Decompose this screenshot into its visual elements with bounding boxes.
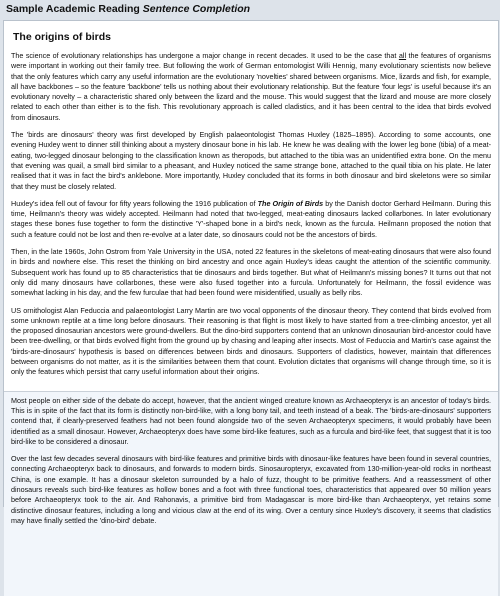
book-title: The Origin of Birds — [257, 198, 324, 208]
article-main — [4, 21, 498, 391]
page-header — [0, 0, 500, 21]
reading-panel[interactable] — [3, 20, 499, 525]
paragraph-1-underlined-word: all — [398, 51, 407, 60]
paragraph-3-text-b: by the Danish doctor Gerhard Heilmann. During this time, Heilmann's theory was widely accepted. Heilmann had noted that two-legged, meat-eating dinosaurs lacked collarbones. In later evolutionary stages these bones fuse together to form the distinctive 'Y'-shaped bone in a bird's neck, known as the furcula. Heilmann proposed the notion that such a feature could not be lost and then re-evolve at a later date, so dinosaurs could not be the ancestors of birds. — [11, 198, 491, 239]
article-title: The origins of birds — [13, 31, 112, 43]
header-title: Sample Academic Reading — [6, 3, 143, 15]
paragraph-3-text-a: Huxley's idea fell out of favour for fifty years following the 1916 publication of — [11, 198, 258, 208]
paragraph-3 — [11, 199, 491, 240]
paragraph-1 — [11, 51, 491, 123]
paragraph-7: Over the last few decades several dinosaurs with bird-like features and primitive birds with dinosaur-like features have been found in several countries, connecting Archaeopteryx back to dinosaurs, and forwards to modern birds. Sinosauropteryx, excavated from 130-million-year-old rocks in northeast China, is one example. It has a dinosaur skeleton surrounded by a halo of fuzz, thought to be primitive feathers. And a reassessment of other dinosaurs reveals such bird-like features as hollow bones and a foot with three functional toes, characteristics that appeared over 50 million years before Archaeopteryx took to the air. And Rahonavis, a primitive bird from Madagascar is more bird-like than Archaeopteryx, yet retains some distinctive dinosaur features, including a long and vicious claw at the end of its wing. Over a century since Huxley's discovery, it seems that cladistics may have finally settled the 'dino-bird' debate. — [11, 454, 491, 525]
paragraph-1-text-a: The science of evolutionary relationships has undergone a major change in recent decades. It used to be the case that — [11, 51, 399, 60]
paragraph-5: US ornithologist Alan Feduccia and palaeontologist Larry Martin are two vocal opponents of the dinosaur theory. They contend that birds evolved from some unknown reptile at a time long before dinosaurs. Their reasoning is that flight is most likely to have started from a tree-climbing ancestor, yet all the proposed dinosaurian ancestors were ground-dwellers. But the dino-bird supporters contend that an unknown dinosaurian bird-ancestor could have been tree-dwelling, or that birds evolved flight from the ground up by chasing and leaping after insects. Most of Feduccia and Martin's case against the 'birds-are-dinosaurs' hypothesis is based on differences between birds and dinosaurs. Supporters of cladistics, however, maintain that differences between organisms do not matter, as it is the similarities between them that count. Evolution dictates that organisms will change through time, so it is only the features which persist that carry useful information about their origins. — [11, 305, 491, 377]
paragraph-1-text-b: the features of organisms were important in working out their family tree. But following the work of German entomologist Willi Hennig, many evolutionary scientists now believe that the only features which carry any useful information are the evolutionary 'novelties' shared between organisms. Mice, lizards and fish, for example, all have backbones – so the feature 'backbone' tells us nothing about their evolutionary relationship. But the feature 'four legs' is useful because it's an evolutionary novelty – a characteristic shared only between the lizard and the mouse. This would suggest that the lizard and mouse are more closely related to each other than either is to the fish. This revolutionary approach is called cladistics, and it has been central to the idea that birds evolved from dinosaurs. — [11, 51, 491, 122]
paragraph-6: Most people on either side of the debate do accept, however, that the ancient winged creature known as Archaeopteryx is an ancestor of today's birds. This is in spite of the fact that its form is distinctly non-bird-like, with a long bony tail, and teeth instead of a beak. The 'birds-are-dinosaurs' supporters contend that, if clearly-preserved feathers had not been found alongside two of the seven Archaeopteryx specimens, it would probably have been identified as a small dinosaur. However, Archaeopteryx does have some bird-like features, such as a furcula and bird-like feet, that suggest that it is too bird-like to be considered a dinosaur. — [11, 395, 491, 446]
paragraph-4: Then, in the late 1960s, John Ostrom from Yale University in the USA, noted 22 features in the skeletons of meat-eating dinosaurs that were also found in birds and nowhere else. This reset the thinking on bird ancestry and once again Huxley's ideas caught the attention of the scientific community. Subsequent work has found up to 85 characteristics that tie dinosaurs and birds together. But what of Heilmann's missing bones? It turns out that not only did many dinosaurs have collarbones, these were also fused together into a furcula. Unfortunately for Heilmann, the fossil evidence was somewhat lacking in his day, and the few furculae that had been found were misidentified, usually as belly ribs. — [11, 247, 491, 298]
header-title-italic: Sentence Completion — [142, 3, 251, 15]
article-continued — [4, 391, 498, 596]
paragraph-2: The 'birds are dinosaurs' theory was first developed by English palaeontologist Thomas Huxley (1825–1895). According to some accounts, one evening Huxley went to dinner still thinking about a mystery dinosaur bone in his lab. He knew he was dealing with the lower leg bone (tibia) of a meat-eating, two-legged dinosaur belonging to the classification known as theropods, but attached to the tibia was an unidentified extra bone. On the menu that evening was quail, a small bird similar to a pheasant, and Huxley noticed the same strange bone, attached to the quail tibia on his plate. He later realised that it was in fact the bird's anklebone. More importantly, Huxley concluded that its forms in both dinosaur and bird skeletons were so similar that they must be closely related. — [11, 130, 491, 191]
